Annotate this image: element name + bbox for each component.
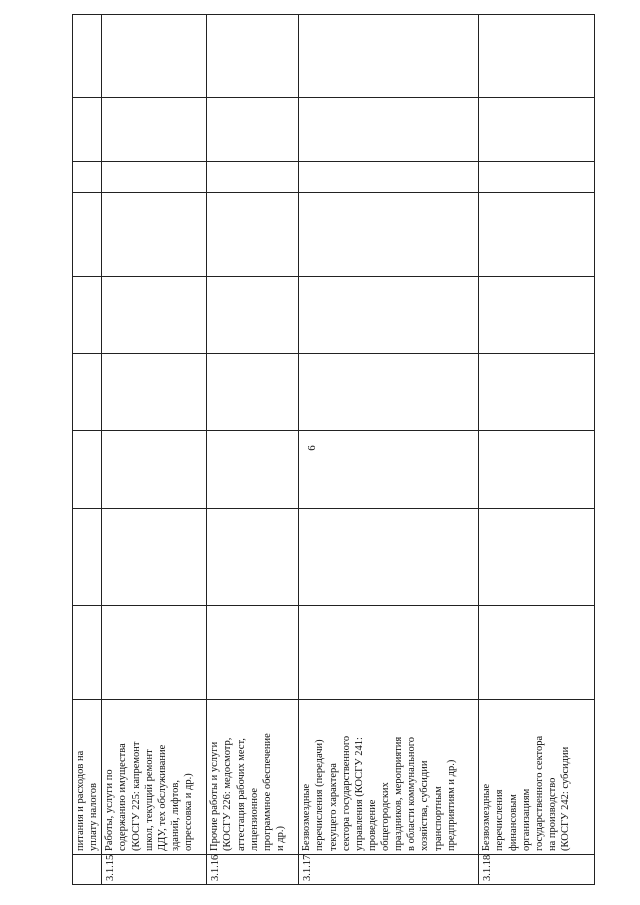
- row-number-cell: [73, 855, 102, 885]
- table-cell: [299, 15, 479, 98]
- table-row: [102, 15, 207, 885]
- row-name-text: питания и расходов на уплату налогов: [75, 750, 100, 851]
- table-cell: [73, 162, 102, 193]
- row-name-text: Безвозмездные перечисления финансовым организациям государственного сектора на производство (КОСГУ 242: субсидии: [481, 735, 571, 851]
- row-name-cell: [207, 700, 299, 855]
- table-row: [73, 15, 102, 885]
- table-cell: [73, 354, 102, 431]
- table-cell: [479, 162, 595, 193]
- table-cell: [102, 162, 207, 193]
- table-cell: [479, 431, 595, 509]
- row-name-text: Прочие работы и услуги (КОСГУ 226: медосмотр, аттестация рабочих мест, лицензионное программное обеспечение и др.): [209, 733, 286, 851]
- table-row: [299, 15, 479, 885]
- table-cell: [102, 606, 207, 700]
- table-cell: [207, 98, 299, 162]
- table-cell: [102, 15, 207, 98]
- row-number-cell: 3.1.15: [102, 855, 207, 885]
- row-name-cell: [73, 700, 102, 855]
- row-name-text: Безвозмездные перечисления (передачи) текущего характера сектора государственного управления (КОСГУ 241: проведение общегородских праздников, мероприятия в области коммунального хозяйства, субсидии транспортным предприятиям и др.): [301, 735, 457, 851]
- table-cell: [207, 162, 299, 193]
- table-cell: [73, 431, 102, 509]
- table-cell: [73, 509, 102, 606]
- table-cell: [207, 431, 299, 509]
- page-number: 6: [306, 445, 318, 451]
- table-cell: [102, 509, 207, 606]
- table-cell: [479, 98, 595, 162]
- table-row: [479, 15, 595, 885]
- row-number-cell: 3.1.17: [299, 855, 479, 885]
- table-cell: [73, 606, 102, 700]
- table-cell: [207, 277, 299, 354]
- table-cell: [299, 162, 479, 193]
- table-cell: [102, 98, 207, 162]
- table-cell: [207, 193, 299, 277]
- table-cell: [73, 15, 102, 98]
- table-cell: [479, 193, 595, 277]
- table-cell: [73, 193, 102, 277]
- budget-table: [72, 14, 595, 885]
- row-name-text: Работы, услуги по содержанию имущества (КОСГУ 225: капремонт школ, текущий ремонт ДДУ, тех обслуживание зданий, лифтов, опрессовка и др.): [104, 741, 194, 851]
- table-cell: [207, 15, 299, 98]
- table-cell: [479, 606, 595, 700]
- table-cell: [299, 606, 479, 700]
- row-name-cell: [479, 700, 595, 855]
- table-cell: [102, 193, 207, 277]
- table-row: [207, 15, 299, 885]
- table-cell: [299, 509, 479, 606]
- table-cell: [73, 277, 102, 354]
- row-number-cell: 3.1.18: [479, 855, 595, 885]
- table-cell: [299, 431, 479, 509]
- table-cell: [479, 15, 595, 98]
- row-number-cell: 3.1.16: [207, 855, 299, 885]
- table-cell: [102, 277, 207, 354]
- table-cell: [479, 277, 595, 354]
- row-name-cell: [102, 700, 207, 855]
- table-cell: [299, 354, 479, 431]
- table-cell: [207, 606, 299, 700]
- table-cell: [102, 354, 207, 431]
- table-cell: [299, 193, 479, 277]
- rotated-table-wrapper: [72, 15, 586, 885]
- table-cell: [102, 431, 207, 509]
- table-cell: [207, 354, 299, 431]
- table-cell: [299, 98, 479, 162]
- table-cell: [207, 509, 299, 606]
- row-name-cell: [299, 700, 479, 855]
- table-cell: [479, 354, 595, 431]
- table-cell: [73, 98, 102, 162]
- table-cell: [299, 277, 479, 354]
- table-cell: [479, 509, 595, 606]
